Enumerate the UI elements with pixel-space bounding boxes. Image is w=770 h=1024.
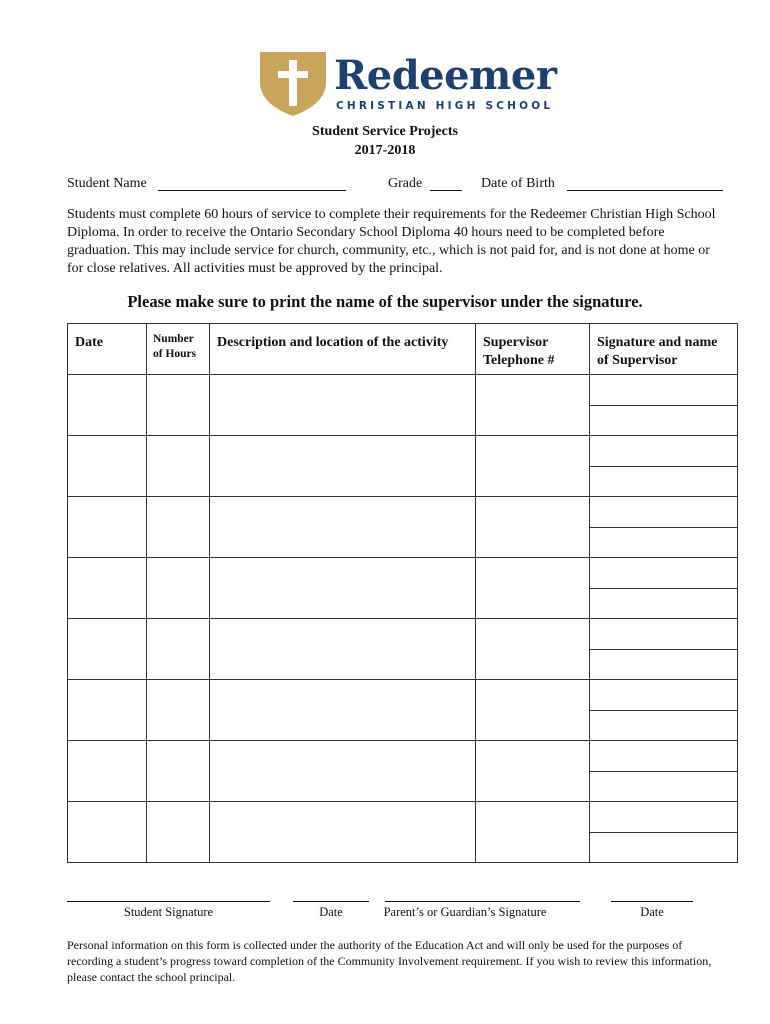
telephone-cell[interactable] <box>476 680 590 741</box>
description-cell[interactable] <box>210 741 476 802</box>
telephone-cell[interactable] <box>476 802 590 863</box>
table-header-row <box>68 324 738 375</box>
student-date-label: Date <box>319 905 343 919</box>
date-cell[interactable] <box>68 680 147 741</box>
table-row <box>68 619 738 680</box>
logo-subtitle: CHRISTIAN HIGH SCHOOL <box>336 100 554 112</box>
hours-cell[interactable] <box>147 680 210 741</box>
table-row <box>68 497 738 558</box>
supervisor-notice: Please make sure to print the name of the supervisor under the signature. <box>127 292 643 311</box>
col-description-header: Description and location of the activity <box>210 324 476 375</box>
student-name-label: Student Name <box>67 176 147 191</box>
signature-cell[interactable] <box>590 375 738 436</box>
student-date-field[interactable] <box>293 901 369 902</box>
description-cell[interactable] <box>210 436 476 497</box>
dob-field[interactable] <box>567 190 723 191</box>
signature-cell[interactable] <box>590 436 738 497</box>
col-hours-header: Number of Hours <box>147 324 210 375</box>
hours-cell[interactable] <box>147 741 210 802</box>
telephone-cell[interactable] <box>476 619 590 680</box>
telephone-cell[interactable] <box>476 741 590 802</box>
signature-cell[interactable] <box>590 619 738 680</box>
logo-wordmark: Redeemer <box>334 52 557 99</box>
date-cell[interactable] <box>68 436 147 497</box>
table-row <box>68 436 738 497</box>
parent-signature-label: Parent’s or Guardian’s Signature <box>383 905 547 919</box>
page-title: Student Service Projects <box>312 124 458 139</box>
school-year: 2017-2018 <box>354 143 416 158</box>
privacy-notice: Personal information on this form is collected under the authority of the Education Act and will only be used for the purposes of recording a student’s progress toward completion of the Community Involvement requirement. If you wish to review this information, please contact the school principal. <box>67 938 712 984</box>
hours-cell[interactable] <box>147 558 210 619</box>
col-telephone-header: Supervisor Telephone # <box>476 324 590 375</box>
description-cell[interactable] <box>210 558 476 619</box>
hours-cell[interactable] <box>147 375 210 436</box>
hours-cell[interactable] <box>147 497 210 558</box>
table-row <box>68 680 738 741</box>
description-cell[interactable] <box>210 375 476 436</box>
dob-label: Date of Birth <box>481 176 555 191</box>
service-log-table <box>67 323 738 863</box>
signature-cell[interactable] <box>590 741 738 802</box>
hours-cell[interactable] <box>147 619 210 680</box>
telephone-cell[interactable] <box>476 436 590 497</box>
date-cell[interactable] <box>68 619 147 680</box>
date-cell[interactable] <box>68 375 147 436</box>
table-row <box>68 802 738 863</box>
cross-shield-icon <box>258 48 328 118</box>
table-row <box>68 741 738 802</box>
col-signature-header: Signature and name of Supervisor <box>590 324 738 375</box>
date-cell[interactable] <box>68 558 147 619</box>
description-cell[interactable] <box>210 619 476 680</box>
description-cell[interactable] <box>210 802 476 863</box>
hours-cell[interactable] <box>147 436 210 497</box>
table-row <box>68 375 738 436</box>
date-cell[interactable] <box>68 497 147 558</box>
parent-date-label: Date <box>640 905 664 919</box>
student-signature-field[interactable] <box>67 901 270 902</box>
grade-field[interactable] <box>430 190 462 191</box>
table-row <box>68 558 738 619</box>
hours-cell[interactable] <box>147 802 210 863</box>
signature-cell[interactable] <box>590 802 738 863</box>
school-logo <box>258 48 557 120</box>
date-cell[interactable] <box>68 802 147 863</box>
grade-label: Grade <box>388 176 423 191</box>
date-cell[interactable] <box>68 741 147 802</box>
telephone-cell[interactable] <box>476 375 590 436</box>
description-cell[interactable] <box>210 497 476 558</box>
signature-cell[interactable] <box>590 558 738 619</box>
signature-cell[interactable] <box>590 680 738 741</box>
student-name-field[interactable] <box>158 190 346 191</box>
signature-cell[interactable] <box>590 497 738 558</box>
telephone-cell[interactable] <box>476 558 590 619</box>
col-date-header: Date <box>68 324 147 375</box>
telephone-cell[interactable] <box>476 497 590 558</box>
student-signature-label: Student Signature <box>123 905 214 919</box>
description-cell[interactable] <box>210 680 476 741</box>
intro-paragraph: Students must complete 60 hours of service to complete their requirements for the Redeemer Christian High School Diploma. In order to receive the Ontario Secondary School Diploma 40 hours need to be completed before graduation. This may include service for church, community, etc., which is not paid for, and is not done at home or for close relatives. All activities must be approved by the principal. <box>67 207 716 276</box>
parent-date-field[interactable] <box>611 901 693 902</box>
parent-signature-field[interactable] <box>385 901 580 902</box>
